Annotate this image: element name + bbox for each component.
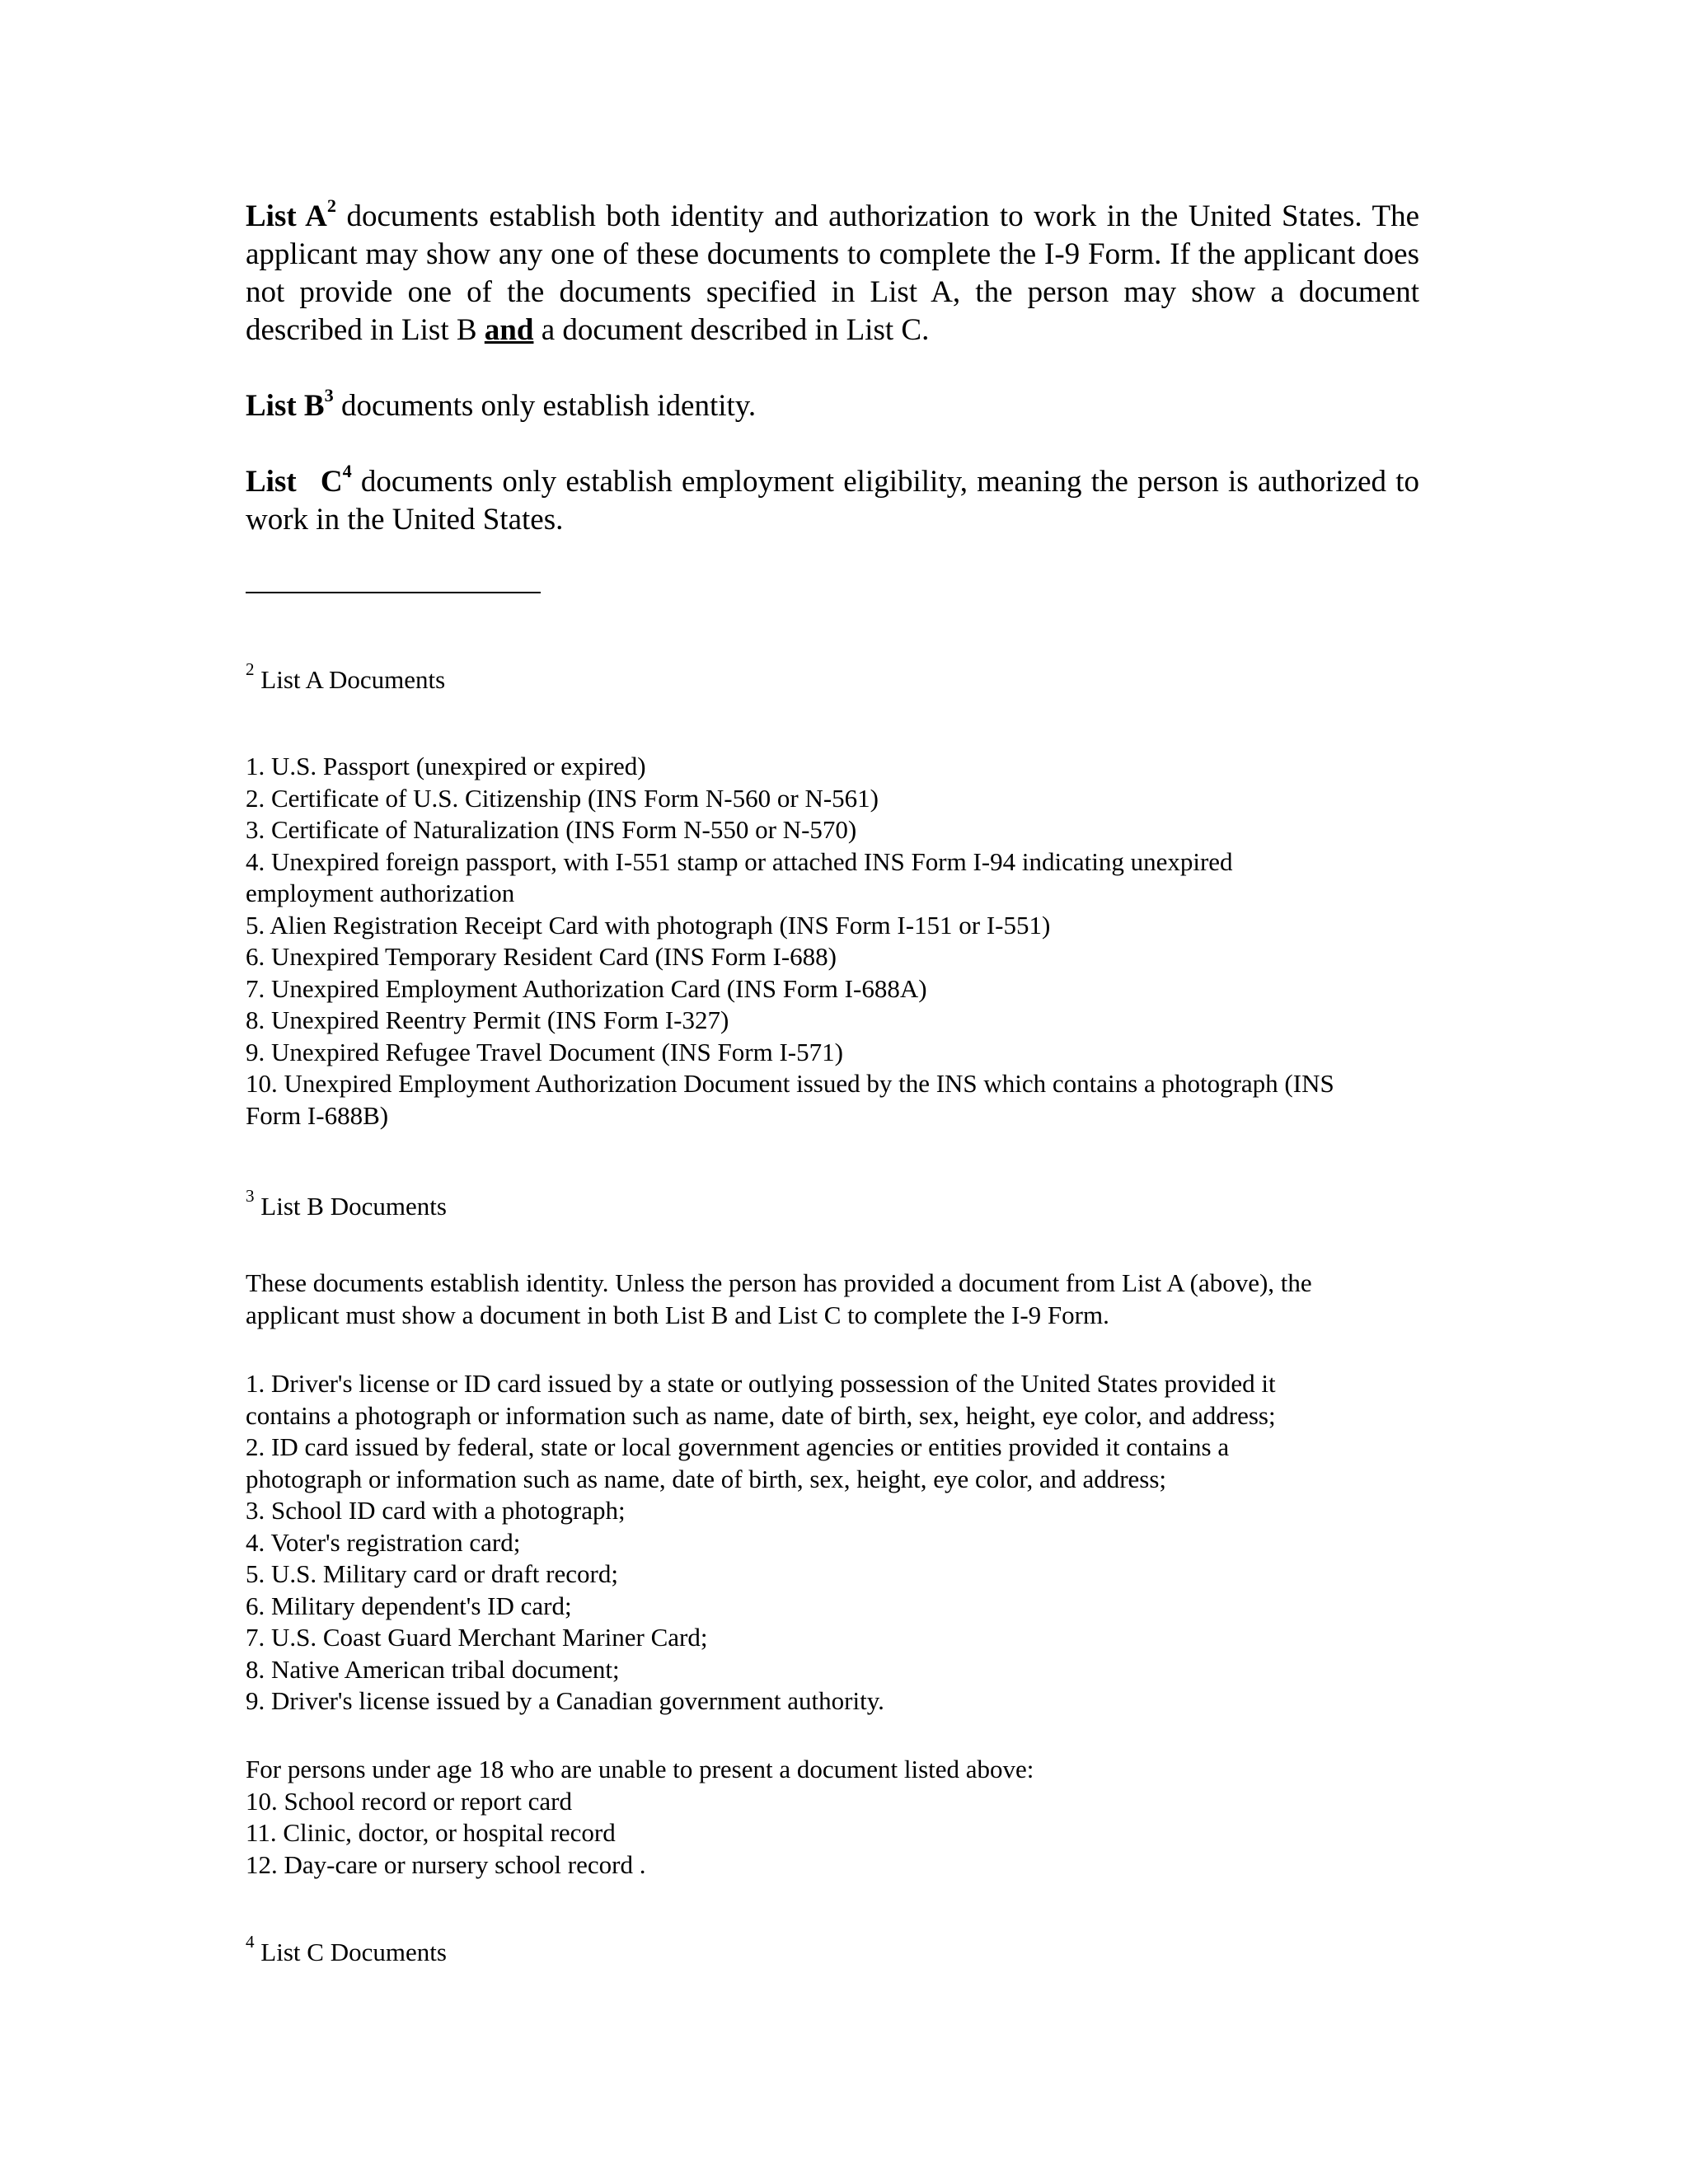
list-item: 1. Driver's license or ID card issued by a state or outlying possession of the United States provided it	[246, 1369, 1276, 1398]
footnote-ref-2[interactable]: 2	[326, 195, 336, 217]
footnote-3-heading	[246, 1186, 447, 1222]
list-item: 10. Unexpired Employment Authorization Document issued by the INS which contains a photograph (INS	[246, 1069, 1334, 1098]
list-item: 2. Certificate of U.S. Citizenship (INS Form N-560 or N-561)	[246, 783, 879, 813]
list-item: contains a photograph or information such as name, date of birth, sex, height, eye color, and address;	[246, 1400, 1276, 1430]
list-item: 1. U.S. Passport (unexpired or expired)	[246, 752, 646, 780]
list-item: 12. Day-care or nursery school record .	[246, 1849, 646, 1879]
list-item: 9. Unexpired Refugee Travel Document (INS Form I-571)	[246, 1037, 843, 1066]
paragraph-list-b	[246, 387, 1419, 425]
list-b-label: List B	[246, 389, 325, 423]
list-item: 4. Voter's registration card;	[246, 1527, 521, 1557]
list-a-text-1: documents establish both identity and authorization to work in the United States. The applicant may show any one of these documents to complete the I-9 Form. If the applicant does not provide one of the documents specified in List A, the person may show a document described in List B	[246, 199, 1420, 347]
list-item: 5. U.S. Military card or draft record;	[246, 1559, 618, 1588]
list-item: 5. Alien Registration Receipt Card with photograph (INS Form I-151 or I-551)	[246, 910, 1051, 940]
footnote-ref-3[interactable]: 3	[324, 385, 334, 406]
list-item: employment authorization	[246, 879, 515, 907]
list-item: 3. Certificate of Naturalization (INS Form N-550 or N-570)	[246, 815, 857, 844]
list-item: 7. U.S. Coast Guard Merchant Mariner Card;	[246, 1623, 708, 1652]
list-c-text: documents only establish employment eligibility, meaning the person is authorized to work in the United States.	[246, 465, 1419, 537]
footnote-2-heading	[246, 659, 446, 696]
list-item: 9. Driver's license issued by a Canadian government authority.	[246, 1686, 884, 1715]
intro-line: applicant must show a document in both List B and List C to complete the I-9 Form.	[246, 1300, 1109, 1329]
list-item: 2. ID card issued by federal, state or local government agencies or entities provided it contains a	[246, 1432, 1230, 1461]
list-item: 7. Unexpired Employment Authorization Card (INS Form I-688A)	[246, 973, 927, 1003]
list-item: 11. Clinic, doctor, or hospital record	[246, 1818, 616, 1847]
footnote-3-title: List B Documents	[254, 1192, 447, 1221]
list-item: 6. Unexpired Temporary Resident Card (INS Form I-688)	[246, 942, 837, 971]
list-item: 10. School record or report card	[246, 1786, 572, 1816]
list-c-label: List C	[246, 465, 343, 499]
footnote-2-title: List A Documents	[254, 665, 446, 694]
list-b-minors	[246, 1754, 1432, 1881]
footnote-4-title: List C Documents	[254, 1938, 447, 1966]
list-item: 8. Native American tribal document;	[246, 1654, 620, 1684]
list-item: 3. School ID card with a photograph;	[246, 1496, 626, 1525]
list-a-text-2: a document described in List C.	[533, 313, 930, 347]
paragraph-list-a	[246, 195, 1420, 349]
footnote-4-number: 4	[246, 1932, 255, 1952]
list-item: Form I-688B)	[246, 1100, 389, 1130]
footnote-2-number: 2	[246, 659, 255, 680]
list-b-items	[246, 1368, 1432, 1718]
list-b-intro	[246, 1268, 1432, 1331]
emphasis-and: and	[484, 313, 534, 347]
list-a-items	[246, 751, 1432, 1132]
list-item: 8. Unexpired Reentry Permit (INS Form I-327)	[246, 1005, 729, 1034]
list-item: 4. Unexpired foreign passport, with I-551 stamp or attached INS Form I-94 indicating unexpired	[246, 846, 1233, 876]
list-item: photograph or information such as name, date of birth, sex, height, eye color, and address;	[246, 1464, 1167, 1493]
list-a-label: List A	[246, 199, 327, 233]
intro-line: These documents establish identity. Unless the person has provided a document from List A (above), the	[246, 1268, 1312, 1297]
footnote-separator	[246, 592, 541, 593]
footnote-ref-4[interactable]: 4	[342, 461, 352, 482]
list-item: 6. Military dependent's ID card;	[246, 1591, 572, 1620]
footnote-3-number: 3	[246, 1186, 255, 1207]
footnote-4-heading	[246, 1932, 447, 1968]
minors-intro: For persons under age 18 who are unable to present a document listed above:	[246, 1755, 1034, 1783]
paragraph-list-c	[246, 463, 1419, 539]
list-b-text: documents only establish identity.	[333, 389, 757, 423]
